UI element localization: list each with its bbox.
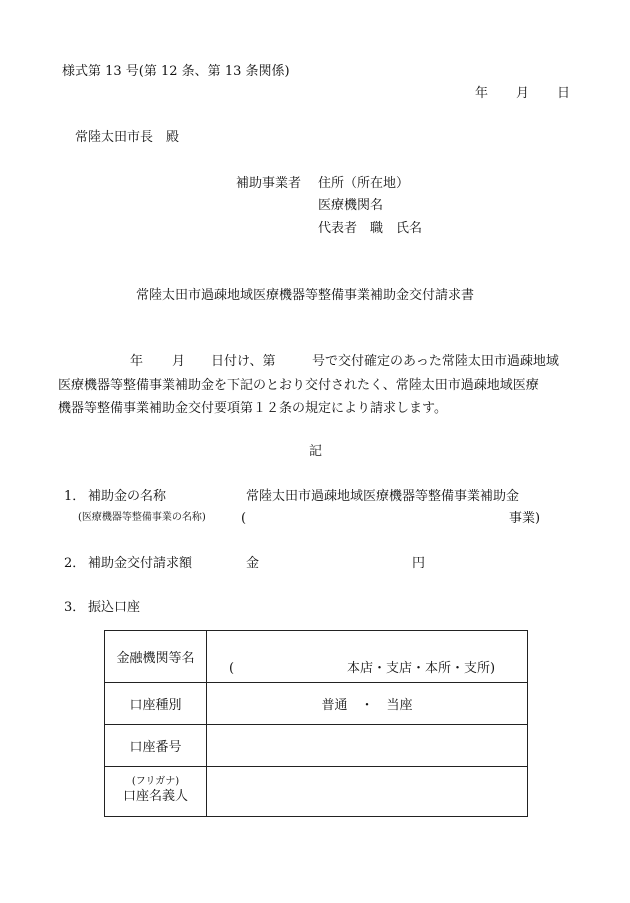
account-holder-label — [105, 767, 207, 817]
holder-label: 口座名義人 — [122, 789, 188, 805]
date-day: 日 — [557, 86, 571, 101]
item3-label: 振込口座 — [88, 600, 141, 615]
bank-institution-label — [105, 631, 207, 683]
item2-kin: 金 — [246, 556, 260, 571]
bank-institution-branch: 本店・支店・本所・支所) — [347, 661, 496, 676]
bank-institution-open: ( — [229, 661, 235, 676]
account-number-label-text: 口座番号 — [129, 740, 182, 755]
bank-institution-cell[interactable] — [207, 631, 528, 683]
account-number-label — [105, 725, 207, 767]
body-month: 月 — [172, 354, 186, 369]
form-number: 様式第 13 号(第 12 条、第 13 条関係) — [62, 64, 290, 79]
applicant-institution: 医療機関名 — [318, 198, 384, 213]
item1-label: 補助金の名称 — [88, 489, 167, 504]
table-row — [105, 683, 528, 725]
item1-sub-open: ( — [241, 511, 247, 526]
item2-number: 2． — [64, 556, 86, 571]
item2-label: 補助金交付請求額 — [88, 556, 193, 571]
bank-institution-label-text: 金融機関等名 — [116, 651, 195, 666]
applicant-representative: 代表者 職 氏名 — [318, 221, 423, 236]
body-line3: 機器等整備事業補助金交付要項第１２条の規定により請求します。 — [58, 401, 447, 416]
table-row — [105, 767, 528, 817]
bank-account-table — [104, 630, 528, 817]
body-line2: 医療機器等整備事業補助金を下記のとおり交付されたく、常陸太田市過疎地域医療 — [58, 378, 539, 393]
date-year: 年 — [475, 86, 489, 101]
account-type-label-text: 口座種別 — [129, 698, 182, 713]
body-day: 日付け、第 — [211, 354, 276, 369]
furigana-label: (フリガナ) — [131, 776, 180, 788]
table-row — [105, 631, 528, 683]
body-year: 年 — [130, 354, 144, 369]
item1-sub-label: (医療機器等整備事業の名称) — [78, 512, 206, 523]
item1-value: 常陸太田市過疎地域医療機器等整備事業補助金 — [246, 489, 520, 504]
document-title: 常陸太田市過疎地域医療機器等整備事業補助金交付請求書 — [136, 288, 475, 303]
ki-heading: 記 — [309, 444, 323, 459]
item2-yen: 円 — [412, 556, 426, 571]
item1-sub-close: 事業) — [509, 511, 541, 526]
addressee: 常陸太田市長 殿 — [75, 130, 180, 145]
table-row — [105, 725, 528, 767]
account-type-cell[interactable] — [207, 683, 528, 725]
date-month: 月 — [516, 86, 530, 101]
body-line1-rest: 号で交付確定のあった常陸太田市過疎地域 — [312, 354, 559, 369]
applicant-label: 補助事業者 — [236, 176, 302, 191]
applicant-address: 住所（所在地） — [318, 176, 410, 191]
account-number-cell[interactable] — [207, 725, 528, 767]
account-type-label — [105, 683, 207, 725]
item3-number: 3． — [64, 600, 86, 615]
account-type-value: 普通 ・ 当座 — [321, 698, 413, 713]
item1-number: 1． — [64, 489, 86, 504]
account-holder-cell[interactable] — [207, 767, 528, 817]
